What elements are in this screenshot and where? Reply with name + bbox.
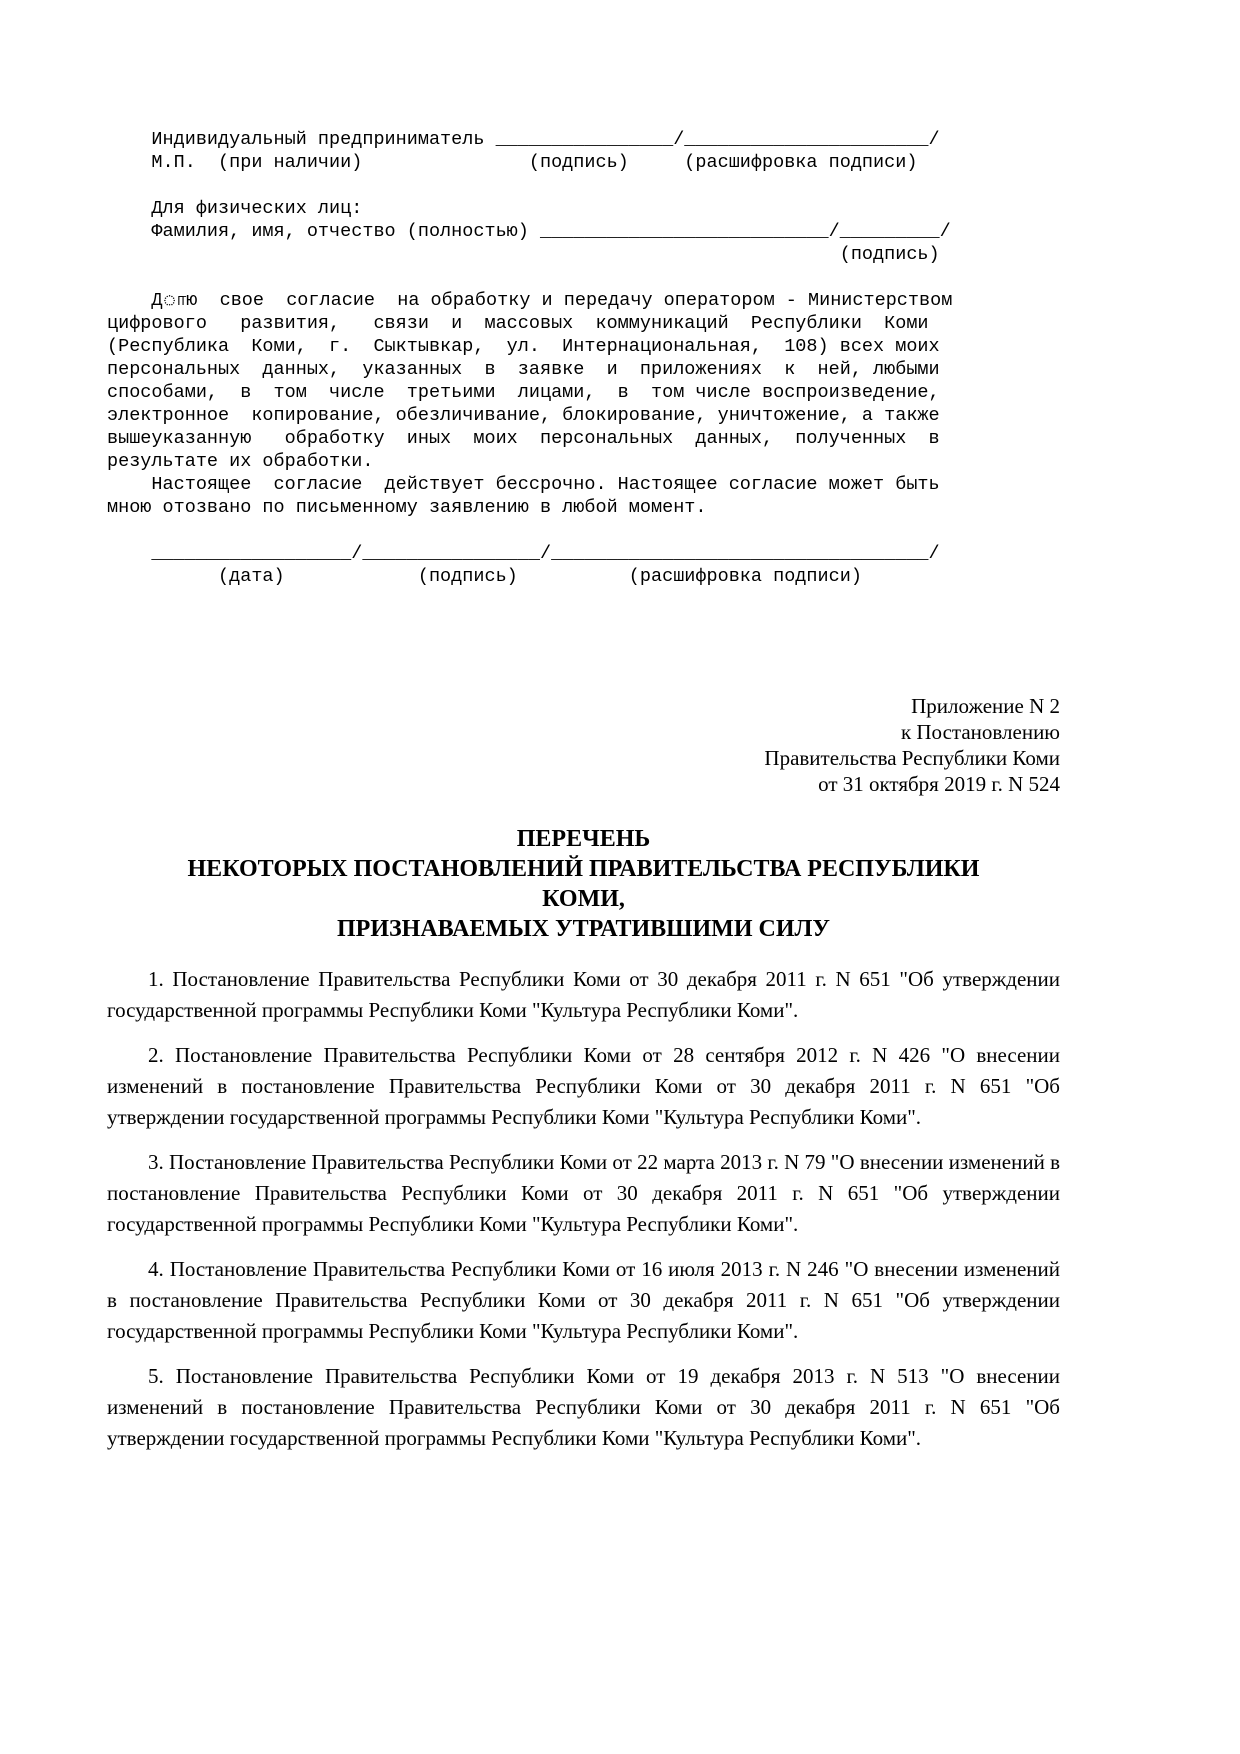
- consent-text-line: электронное копирование, обезличивание, блокирование, уничтожение, а также: [107, 405, 940, 426]
- list-item-1: 1. Постановление Правительства Республики Коми от 30 декабря 2011 г. N 651 "Об утверждении государственной программы Республики Коми "Культура Республики Коми".: [107, 967, 1060, 1022]
- consent-text-line: вышеуказанную обработку иных моих персональных данных, полученных в: [107, 428, 940, 449]
- title-line: НЕКОТОРЫХ ПОСТАНОВЛЕНИЙ ПРАВИТЕЛЬСТВА РЕСПУБЛИКИ: [187, 856, 980, 882]
- signature-blank-line: __________________/________________/__________________________________/: [107, 543, 940, 564]
- list-item-5: 5. Постановление Правительства Республики Коми от 19 декабря 2013 г. N 513 "О внесении изменений в постановление Правительства Республики Коми от 30 декабря 2011 г. N 651 "Об утверждении государственной программы Республики Коми "Культура Республики Коми".: [107, 1364, 1060, 1450]
- form-line-stamp-caption: М.П. (при наличии) (подпись) (расшифровка подписи): [107, 152, 918, 173]
- appendix-line: Приложение N 2: [911, 694, 1060, 718]
- title-line: КОМИ,: [542, 886, 625, 912]
- list-item-3: 3. Постановление Правительства Республики Коми от 22 марта 2013 г. N 79 "О внесении изменений в постановление Правительства Республики Коми от 30 декабря 2011 г. N 651 "Об утверждении государственной программы Республики Коми "Культура Республики Коми".: [107, 1150, 1060, 1236]
- document-title: [107, 824, 1060, 944]
- consent-text-line: цифрового развития, связи и массовых коммуникаций Республики Коми: [107, 313, 929, 334]
- form-line-individuals-heading: Для физических лиц:: [107, 198, 363, 219]
- list-item-2: 2. Постановление Правительства Республики Коми от 28 сентября 2012 г. N 426 "О внесении изменений в постановление Правительства Республики Коми от 30 декабря 2011 г. N 651 "Об утверждении государственной программы Республики Коми "Культура Республики Коми".: [107, 1043, 1060, 1129]
- consent-text-line: персональных данных, указанных в заявке и приложениях к ней, любыми: [107, 359, 940, 380]
- appendix-line: к Постановлению: [900, 720, 1060, 744]
- consent-text-line: (Республика Коми, г. Сыктывкар, ул. Интернациональная, 108) всех моих: [107, 336, 940, 357]
- title-line: ПРИЗНАВАЕМЫХ УТРАТИВШИМИ СИЛУ: [336, 916, 830, 942]
- appendix-reference: [107, 693, 1060, 797]
- consent-text-line: результате их обработки.: [107, 451, 374, 472]
- form-line-signature-caption: (подпись): [107, 244, 940, 265]
- form-line-fullname: Фамилия, имя, отчество (полностью) __________________________/_________/: [107, 221, 951, 242]
- list-item-4: 4. Постановление Правительства Республики Коми от 16 июля 2013 г. N 246 "О внесении изменений в постановление Правительства Республики Коми от 30 декабря 2011 г. N 651 "Об утверждении государственной программы Республики Коми "Культура Республики Коми".: [107, 1257, 1060, 1343]
- consent-form-section: [107, 128, 1060, 588]
- consent-text-line: способами, в том числе третьими лицами, в том числе воспроизведение,: [107, 382, 940, 403]
- consent-text-line: Настоящее согласие действует бессрочно. Настоящее согласие может быть: [107, 474, 940, 495]
- resolutions-list: [107, 964, 1060, 1454]
- consent-text-line: мною отозвано по письменному заявлению в любой момент.: [107, 497, 707, 518]
- appendix-line: от 31 октября 2019 г. N 524: [818, 772, 1060, 796]
- form-line-blank: [107, 266, 1060, 289]
- title-line: ПЕРЕЧЕНЬ: [516, 826, 651, 852]
- appendix-line: Правительства Республики Коми: [764, 746, 1060, 770]
- signature-captions-line: (дата) (подпись) (расшифровка подписи): [107, 566, 862, 587]
- consent-text-line: Дாю свое согласие на обработку и передачу оператором - Министерством: [107, 290, 953, 311]
- form-line-entrepreneur: Индивидуальный предприниматель ________________/______________________/: [107, 129, 940, 150]
- form-line-blank: [107, 174, 1060, 197]
- form-line-blank: [107, 519, 1060, 542]
